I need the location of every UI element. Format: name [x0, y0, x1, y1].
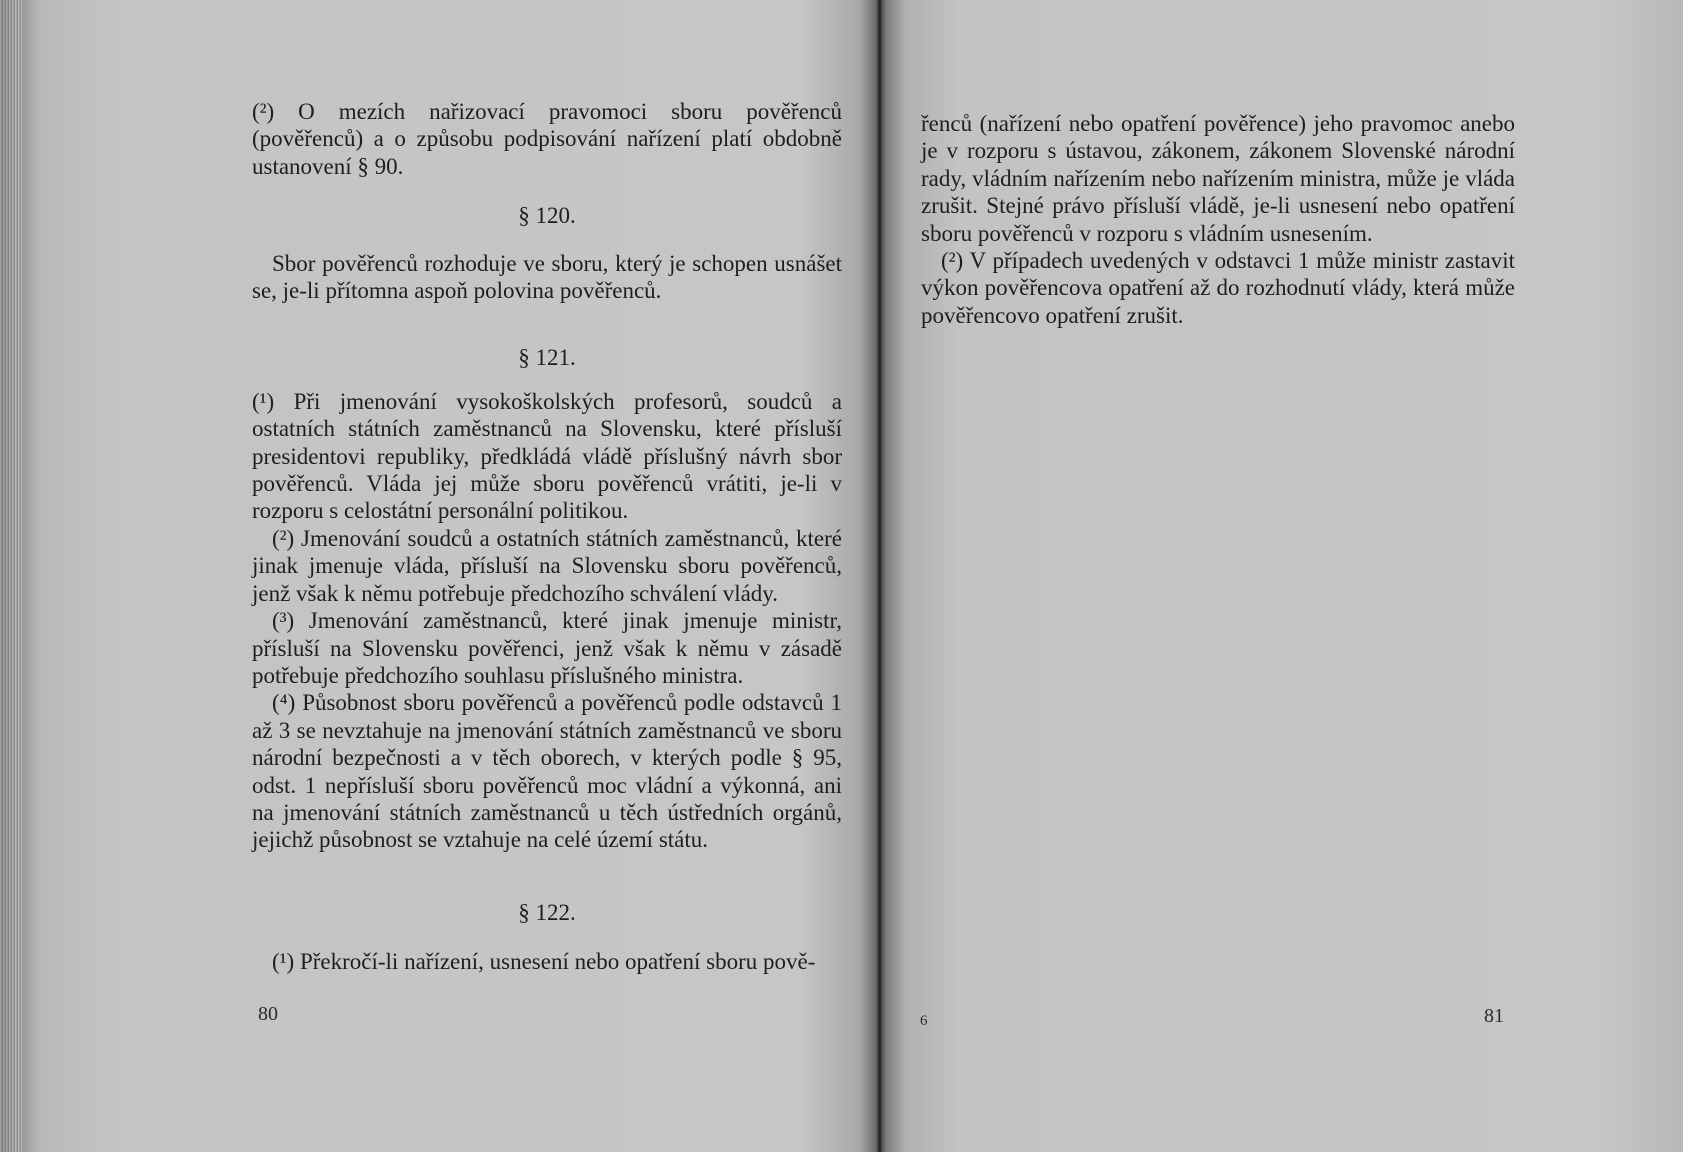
- paragraph: Sbor pověřenců rozhoduje ve sboru, který je schopen usnášet se, je-li přítomna aspoň polovina pověřenců.: [252, 250, 842, 304]
- page-number-right: 81: [1484, 1005, 1504, 1027]
- paragraph: (³) Jmenování zaměstnanců, které jinak jmenuje ministr, přísluší na Slovensku pověřenci, jenž však k němu v zásadě potřebuje předchozího souhlasu příslušného ministra.: [252, 608, 842, 688]
- section-heading-121: § 121.: [518, 345, 576, 371]
- paragraph: (¹) Překročí-li nařízení, usnesení nebo opatření sboru pově-: [272, 949, 816, 975]
- right-page-text: [921, 110, 1515, 329]
- page-number-left: 80: [258, 1003, 278, 1025]
- paragraph: (²) O mezích nařizovací pravomoci sboru pověřenců (pověřenců) a o způsobu podpisování nařízení platí obdobně ustanovení § 90.: [252, 99, 842, 179]
- paragraph: (²) V případech uvedených v odstavci 1 může ministr zastavit výkon pověřencova opatření až do rozhodnutí vlády, která může pověřencovo opatření zrušit.: [921, 248, 1515, 328]
- paragraph: řenců (nařízení nebo opatření pověřence) jeho pravomoc anebo je v rozporu s ústavou, zákonem, zákonem Slovenské národní rady, vládním nařízením nebo nařízením ministra, může je vláda zrušit. Stejné právo přísluší vládě, je-li usnesení nebo opatření sboru pověřenců v rozporu s vládním usnesením.: [921, 111, 1515, 246]
- section-heading-120: § 120.: [518, 203, 576, 229]
- paragraph: (⁴) Působnost sboru pověřenců a pověřenců podle odstavců 1 až 3 se nevztahuje na jmenování státních zaměstnanců ve sboru národní bezpečnosti a v těch oborech, v kterých podle § 95, odst. 1 nepřísluší sboru pověřenců moc vládní a výkonná, ani na jmenování státních zaměstnanců u těch ústředních orgánů, jejichž působnost se vztahuje na celé území státu.: [252, 690, 842, 853]
- left-page-text: [252, 98, 842, 976]
- section-heading-122: § 122.: [518, 899, 576, 925]
- paragraph: (²) Jmenování soudců a ostatních státních zaměstnanců, které jinak jmenuje vláda, přísluší na Slovensku sboru pověřenců, jenž však k němu potřebuje předchozího schválení vlády.: [252, 525, 842, 606]
- signature-mark: 6: [920, 1013, 928, 1029]
- paragraph: (¹) Při jmenování vysokoškolských profesorů, soudců a ostatních státních zaměstnanců na Slovensku, které přísluší presidentovi republiky, předkládá vládě příslušný návrh sbor pověřenců. Vláda jej může sboru pověřenců vrátiti, je-li v rozporu s celostátní personální politikou.: [252, 388, 842, 524]
- right-page: [881, 0, 1683, 1152]
